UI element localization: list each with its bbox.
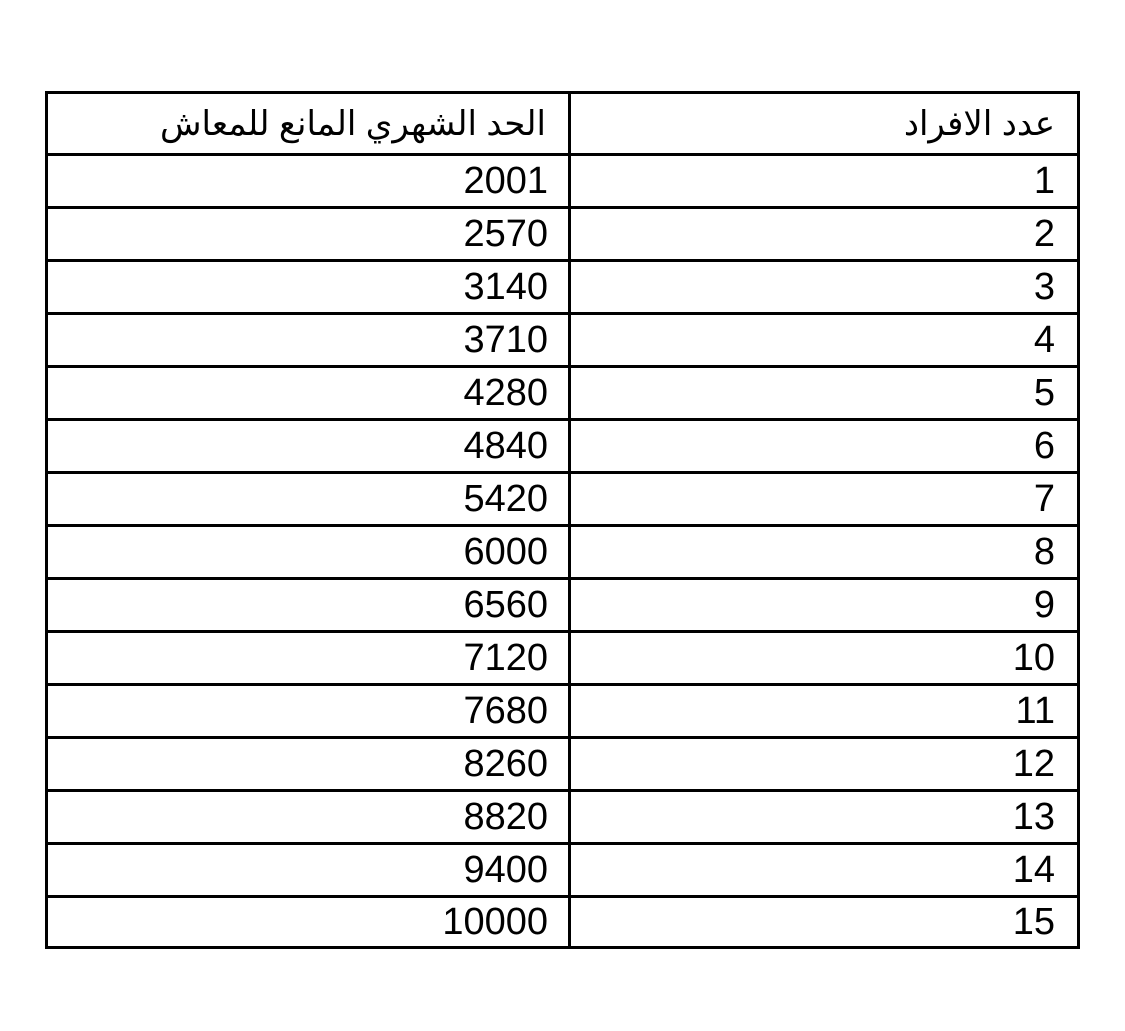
header-family-members: عدد الافراد xyxy=(568,94,1077,153)
family-members-cell: 5 xyxy=(568,368,1077,418)
family-members-cell: 4 xyxy=(568,315,1077,365)
family-members-cell: 2 xyxy=(568,209,1077,259)
monthly-limit-cell: 3140 xyxy=(463,266,548,308)
monthly-limit-cell: 8820 xyxy=(463,796,548,838)
monthly-limit-cell: 6000 xyxy=(463,531,548,573)
family-members-cell: 13 xyxy=(568,792,1077,842)
family-members-cell: 3 xyxy=(568,262,1077,312)
table-row xyxy=(48,580,1077,633)
monthly-limit-cell: 3710 xyxy=(463,319,548,361)
table-row xyxy=(48,262,1077,315)
monthly-limit-cell: 7680 xyxy=(463,690,548,732)
monthly-limit-cell: 4840 xyxy=(463,425,548,467)
table-row xyxy=(48,686,1077,739)
table-row xyxy=(48,792,1077,845)
table-row xyxy=(48,527,1077,580)
monthly-limit-cell: 2001 xyxy=(463,160,548,202)
family-members-cell: 6 xyxy=(568,421,1077,471)
table-row xyxy=(48,315,1077,368)
table-row xyxy=(48,633,1077,686)
family-members-cell: 15 xyxy=(568,898,1077,946)
monthly-limit-cell: 9400 xyxy=(463,849,548,891)
pension-limit-table xyxy=(45,91,1080,949)
family-members-cell: 14 xyxy=(568,845,1077,895)
monthly-limit-cell: 7120 xyxy=(463,637,548,679)
monthly-limit-cell: 10000 xyxy=(442,901,548,943)
family-members-cell: 10 xyxy=(568,633,1077,683)
monthly-limit-cell: 6560 xyxy=(463,584,548,626)
table-grid xyxy=(48,94,1077,946)
table-row xyxy=(48,845,1077,898)
family-members-cell: 12 xyxy=(568,739,1077,789)
table-header-row xyxy=(48,94,1077,156)
family-members-cell: 8 xyxy=(568,527,1077,577)
table-row xyxy=(48,898,1077,946)
family-members-cell: 9 xyxy=(568,580,1077,630)
monthly-limit-cell: 4280 xyxy=(463,372,548,414)
table-row xyxy=(48,209,1077,262)
table-row xyxy=(48,739,1077,792)
header-monthly-limit: الحد الشهري المانع للمعاش xyxy=(159,104,546,143)
monthly-limit-cell: 5420 xyxy=(463,478,548,520)
monthly-limit-cell: 8260 xyxy=(463,743,548,785)
table-row xyxy=(48,421,1077,474)
table-row xyxy=(48,368,1077,421)
table-row xyxy=(48,474,1077,527)
family-members-cell: 1 xyxy=(568,156,1077,206)
family-members-cell: 7 xyxy=(568,474,1077,524)
monthly-limit-cell: 2570 xyxy=(463,213,548,255)
table-row xyxy=(48,156,1077,209)
family-members-cell: 11 xyxy=(568,686,1077,736)
